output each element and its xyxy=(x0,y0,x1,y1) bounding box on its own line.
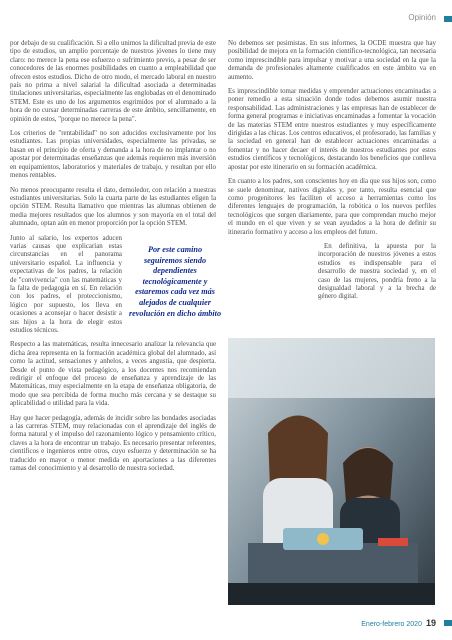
section-label: Opinión xyxy=(408,13,436,22)
right-column xyxy=(228,40,436,308)
issue-date: Enero-febrero 2020 xyxy=(361,621,422,628)
pull-quote: Por este camino seguiremos siendo dependientes tecnológicamente y estaremos cada vez más alejados de cualquier revolución en dicho ámbito xyxy=(128,245,222,318)
paragraph: Respecto a las matemáticas, resulta innecesario analizar la relevancia que dicha área representa en la formación académica global del alumnado, así como la actitud, sensaciones y anhelos, a veces angustia, que despierta. Desde el punto de vista pedagógico, a los docentes nos recomiendan redirigir el enfoque del proceso de enseñanza y aprendizaje de las Matemáticas, muy especialmente en la etapa de enseñanza obligatoria, de modo que sea percibida de forma mucho más cercana y se destaque su aplicabilidad o utilidad para la vida. xyxy=(10,341,216,408)
paragraph: No menos preocupante resulta el dato, demoledor, con relación a nuestras estudiantes universitarias. Solo la cuarta parte de las estudiantes eligen la opción STEM. Resulta llamativo que mientras las alumnas obtienen de media mejores resultados que los alumnos y son mayoría en el total del alumnado, optan aún en menor proporción por la opción STEM. xyxy=(10,186,216,228)
header-accent-bar xyxy=(444,16,452,22)
paragraph: En definitiva, la apuesta por la incorporación de nuestros jóvenes a estos estudios es indispensable para el desarrollo de nuestra sociedad y, en el caso de las mujeres, pondría freno a la desigualdad laboral y a la brecha de género digital. xyxy=(318,242,436,301)
classroom-photo xyxy=(228,338,435,605)
paragraph: Es imprescindible tomar medidas y emprender actuaciones encaminadas a poner remedio a esta situación donde todos debemos asumir nuestra responsabilidad. Las administraciones y las empresas han de establecer de forma general programas e iniciativas encaminadas a fomentar la vocación de las materias STEM entre nuestros estudiantes y muy específicamente dirigidas a las chicas. Los centros educativos, el profesorado, las familias y la sociedad en general han de establecer actuaciones encaminadas a fomentar y no hacer decaer el interés de nuestros estudiantes por estos estudios científicos y tecnológicos, destacando los beneficios que conlleva apostar por este itinerario en su formación académica. xyxy=(228,88,436,171)
paragraph: Hay que hacer pedagogía, además de incidir sobre las bondades asociadas a las carreras STEM, muy relacionadas con el aprendizaje del inglés de forma natural y el impulso del razonamiento lógico y pensamiento crítico, claves a la hora de encontrar un trabajo. Es necesario presentar referentes, científicos e ingenieros entre otros, cuyo esfuerzo y determinación se ha traducido en mayor o menor medida en aportaciones a las diferentes ramas del conocimiento y al desarrollo de nuestra sociedad. xyxy=(10,414,216,473)
footer xyxy=(361,618,436,628)
paragraph: por debajo de su cualificación. Si a ello unimos la dificultad previa de este tipo de estudios, un amplio porcentaje de nuestros jóvenes lo tiene muy claro: no merece la pena ese esfuerzo o sufrimiento previo, a pesar de ser conocedores de las enormes posibilidades en cuanto a empleabilidad que ofrecen estos estudios. Dicho de otro modo, el mercado laboral en nuestro país no prima a nivel salarial la dificultad asociada a determinadas titulaciones universitarias, especialmente las englobadas en el denominado STEM. Este es uno de los argumentos esgrimidos por el alumnado a la hora de no cursar determinadas carreras de este ámbito, sencillamente, en opinión de estos, "porque no merece la pena". xyxy=(10,40,216,123)
paragraph: No debemos ser pesimistas. En sus informes, la OCDE muestra que hay posibilidad de mejora en la formación científico-tecnológica, tan necesaria como imprescindible para impulsar y motivar a una sociedad en la que la demanda de profesionales altamente cualificados en este ámbito va en aumento. xyxy=(228,40,436,81)
paragraph: En cuanto a los padres, son conscientes hoy en día que sus hijos son, como se suele denominar, nativos digitales y, por tanto, resulta esencial que como progenitores les faciliten el acceso a herramientas como los diferentes lenguajes de programación, la robótica o los nuevos perfiles tecnológicos que surgen diariamente, para que comprendan mucho mejor el mundo en el que viven y se vean ayudados a la hora de definir su itinerario formativo y acceso a los empleos del futuro. xyxy=(228,178,436,236)
footer-accent-bar xyxy=(444,620,452,626)
page-number: 19 xyxy=(425,618,436,628)
paragraph: Los criterios de "rentabilidad" no son aducidos exclusivamente por los estudiantes. Las propias universidades, especialmente las privadas, se basan en el principio de oferta y demanda a la hora de no implantar o no apostar por determinadas enseñanzas que además requieren más inversión en equipamientos, laboratorios y materiales de trabajo, y resultan por ello menos rentables. xyxy=(10,130,216,180)
paragraph: Junto al salario, los expertos aducen varias causas que explicarían estas circunstancias en el panorama universitario español. La influencia y expectativas de los padres, la relación de "convivencia" con las matemáticas y la falta de pedagogía en sí. En relación con los padres, el proteccionismo, lógico por supuesto, los lleva en ocasiones a aconsejar o hacer desistir a sus hijos a la hora de elegir estos estudios técnicos. xyxy=(10,234,122,334)
